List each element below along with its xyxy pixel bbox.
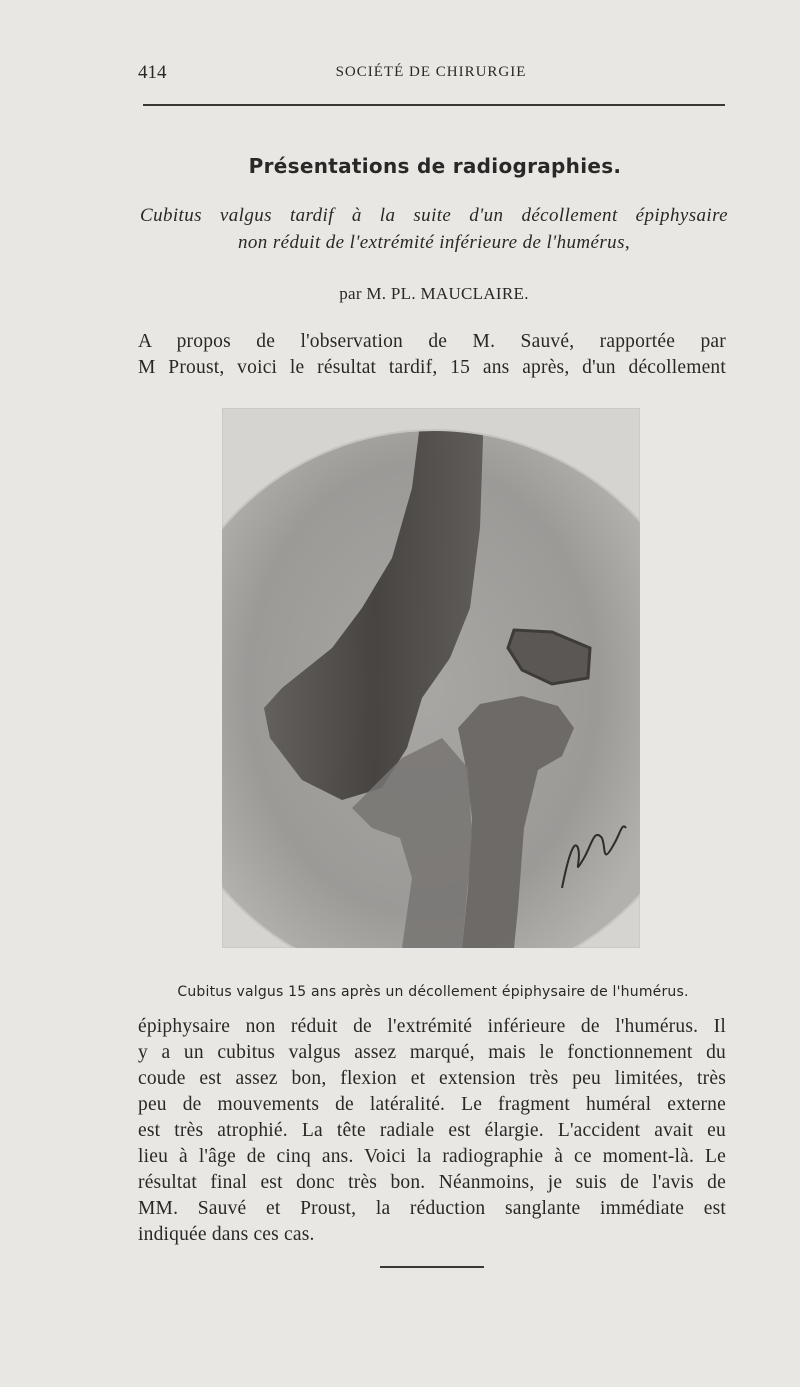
text-line: lieu à l'âge de cinq ans. Voici la radiographie à ce moment-là. Le — [138, 1146, 726, 1167]
section-end-rule — [380, 1266, 484, 1268]
text-line: peu de mouvements de latéralité. Le fragment huméral externe — [138, 1094, 726, 1115]
text-line: y a un cubitus valgus assez marqué, mais le fonctionnement du — [138, 1042, 726, 1063]
running-head — [138, 62, 724, 86]
header-rule — [143, 104, 725, 106]
text-line: coude est assez bon, flexion et extension très peu limitées, très — [138, 1068, 726, 1089]
elbow-radiograph-image — [222, 408, 640, 948]
article-subtitle-line-2: non réduit de l'extrémité inférieure de l'humérus, — [237, 232, 631, 253]
text-line: MM. Sauvé et Proust, la réduction sanglante immédiate est — [138, 1198, 726, 1219]
text-line: A propos de l'observation de M. Sauvé, rapportée par — [138, 331, 726, 352]
paragraph-intro — [138, 329, 726, 381]
article-subtitle-line-1: Cubitus valgus tardif à la suite d'un décollement épiphysaire — [140, 205, 728, 226]
figure-caption: Cubitus valgus 15 ans après un décollement épiphysaire de l'humérus. — [177, 984, 689, 1000]
text-line: M Proust, voici le résultat tardif, 15 ans après, d'un décollement — [138, 357, 726, 378]
text-line: épiphysaire non réduit de l'extrémité inférieure de l'humérus. Il — [138, 1016, 726, 1037]
section-title: Présentations de radiographies. — [248, 154, 622, 178]
radiograph-figure — [222, 408, 640, 948]
paragraph-main — [138, 1014, 726, 1248]
author-byline: par M. PL. MAUCLAIRE. — [339, 284, 529, 303]
text-line: résultat final est donc très bon. Néanmoins, je suis de l'avis de — [138, 1172, 726, 1193]
page-number: 414 — [138, 62, 167, 83]
running-title: SOCIÉTÉ DE CHIRURGIE — [335, 64, 527, 80]
text-line: est très atrophié. La tête radiale est élargie. L'accident avait eu — [138, 1120, 726, 1141]
text-line: indiquée dans ces cas. — [138, 1224, 315, 1245]
